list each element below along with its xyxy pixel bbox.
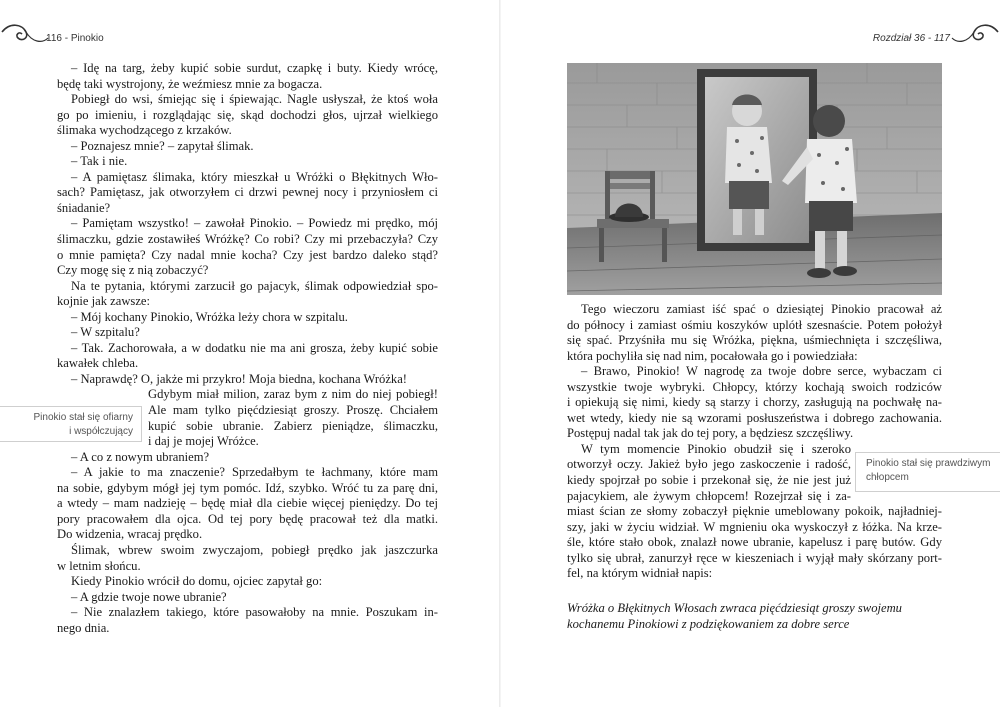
paragraph: [57, 310, 438, 326]
text-line: Postępuj nadal tak jak do tej pory, a będziesz szczęśliwy.: [567, 426, 854, 441]
paragraph: [567, 504, 942, 582]
paragraph: [57, 465, 438, 543]
text-line: Gdybym miał milion, zaraz bym z nim do niej pobiegł!: [148, 387, 438, 402]
text-line: – A pamiętasz ślimaka, który mieszkał u Wróżki o Błękitnych Wło-: [71, 169, 438, 184]
text-line: ślimaczku, gdzie zostawiłeś Wróżkę? Co robi? Czy mi przebaczyła? Czy: [57, 232, 438, 247]
text-line: – Mój kochany Pinokio, Wróżka leży chora w szpitalu.: [71, 309, 348, 324]
text-line: – W szpitalu?: [71, 325, 140, 340]
paragraph: [57, 341, 438, 372]
text-line: w letnim słońcu.: [57, 558, 141, 573]
paragraph: [57, 216, 438, 278]
text-line: i opiekują się nimi, kiedy są starzy i chorzy, zasługują na pochwałę na-: [567, 395, 942, 410]
text-line: do północy i zamiast ośmiu koszyków uplótł szesnaście. Potem położył: [567, 317, 942, 332]
running-header-right: Rozdział 36 - 117: [872, 33, 950, 44]
paragraph: [57, 139, 438, 155]
paragraph: [57, 372, 438, 388]
ornament-left-icon: [0, 20, 50, 50]
paragraph: [57, 325, 438, 341]
text-line: Ślimak, wbrew swoim zwyczajom, pobiegł prędko jak jaszczurka: [71, 542, 438, 557]
running-header-left: 116 - Pinokio: [46, 33, 104, 44]
paragraph: [57, 92, 438, 139]
text-line: będę taki wystrojony, że weźmiesz mnie za bogacza.: [57, 76, 323, 91]
text-line: pajacykiem, ale żywym chłopcem! Rozejrzał się i za-: [567, 488, 851, 503]
text-line: na sobie, gdybym mógł jej tym pomóc. Idź, szybko. Wróć tu za parę dni,: [57, 480, 438, 495]
illustration-boy-mirror: [567, 63, 942, 295]
text-line: kiedy spojrzał po sobie i przekonał się, że nie jest już: [567, 473, 851, 488]
text-line: wet wtedy, kiedy nie są wzorami posłuszeństwa i dobrego zachowania.: [567, 410, 942, 425]
paragraph: [57, 450, 438, 466]
inscription-line: Wróżka o Błękitnych Włosach zwraca pięćdziesiąt groszy swojemu: [567, 601, 902, 615]
text-line: go po imieniu, i rozglądając się, skąd dochodzi głos, ujrzał wielkiego: [57, 107, 438, 122]
text-line: kupić sobie ubranie. Zabierz pieniądze, ślimaczku,: [148, 418, 438, 433]
text-line: – Brawo, Pinokio! W nagrodę za twoje dobre serce, wybaczam ci: [581, 364, 942, 379]
text-line: która pochyliła się nad nim, pocałowała go i powiedziała:: [567, 348, 858, 363]
right-page-body: [567, 302, 942, 582]
text-line: nego dnia.: [57, 620, 110, 635]
paragraph: [57, 605, 438, 636]
paragraph: [57, 170, 438, 217]
paragraph: [567, 302, 942, 364]
text-line: – Naprawdę? O, jakże mi przykro! Moja biedna, kochana Wróżka!: [71, 371, 408, 386]
text-line: i daj je mojej Wróżce.: [148, 434, 259, 449]
text-line: Ale mam tylko pięćdziesiąt groszy. Proszę. Chciałem: [148, 403, 438, 418]
text-line: Na te pytania, którymi zarzucił go pajacyk, ślimak odpowiedział spo-: [71, 278, 438, 293]
text-line: a wtedy – mam nadzieję – będę miał dla ciebie więcej pieniędzy. Do tej: [57, 496, 438, 511]
paragraph: [57, 590, 438, 606]
sidenote-line: i współczujący: [69, 426, 133, 437]
text-line: śniadanie?: [57, 200, 111, 215]
text-line: Kiedy Pinokio wrócił do domu, ojciec zapytał go:: [71, 574, 323, 589]
text-line: Tego wieczoru zamiast iść spać o dziesiątej Pinokio pracował aż: [581, 302, 942, 316]
text-line: sach? Pamiętasz, jak otworzyłem ci drzwi pewnej nocy i przyniosłem ci: [57, 185, 438, 200]
text-line: tylko się ubrał, zanurzył ręce w kieszeniach i wyjął mały skórzany port-: [567, 550, 942, 565]
inscription-line: kochanemu Pinokiowi z podziękowaniem za dobre serce: [567, 617, 850, 631]
text-line: – Tak i nie.: [71, 154, 128, 169]
text-line: Czy mogę się z nią zobaczyć?: [57, 263, 209, 278]
sidenote-line: chłopcem: [866, 472, 909, 483]
text-line: kojnie jak zawsze:: [57, 294, 151, 309]
gutter: [499, 0, 501, 707]
sidenote-line: Pinokio stał się prawdziwym: [866, 458, 991, 469]
text-line: – Tak. Zachorowała, a w dodatku nie ma ani grosza, żeby kupić sobie: [71, 340, 438, 355]
text-line: szy, jaki w życiu widział. W mgnieniu oka wyskoczył z łóżka. Na krze-: [567, 519, 942, 534]
ornament-right-icon: [950, 20, 1000, 50]
text-line: o mnie pamięta? Czy nadal mnie kocha? Czy jest bardzo daleko stąd?: [57, 247, 438, 262]
text-line: kawałek chleba.: [57, 356, 139, 371]
paragraph: [57, 154, 438, 170]
text-line: śle, które stało obok, znalazł nowe ubranie, kapelusz i parę butów. Gdy: [567, 535, 942, 550]
paragraph: [57, 543, 438, 574]
text-line: wszystkie twoje wybryki. Chłopcy, którzy kochają swoich rodziców: [567, 379, 942, 394]
text-line: – A gdzie twoje nowe ubranie?: [71, 589, 227, 604]
text-line: – Idę na targ, żeby kupić sobie surdut, czapkę i buty. Kiedy wrócę,: [71, 61, 438, 75]
text-line: – Poznajesz mnie? – zapytał ślimak.: [71, 138, 254, 153]
text-line: – A co z nowym ubraniem?: [71, 449, 210, 464]
paragraph: [57, 279, 438, 310]
paragraph: [567, 364, 942, 442]
left-page-body: [57, 61, 438, 636]
purse-inscription: [567, 600, 947, 632]
paragraph: [57, 61, 438, 92]
text-line: pory pracowałem dla ojca. Od tej pory będę pracował też dla matki.: [57, 511, 438, 526]
text-line: się spać. Przyśniła mu się Wróżka, piękna, uśmiechnięta i szczęśliwa,: [567, 333, 942, 348]
text-line: otworzył oczy. Jakież było jego zaskoczenie i radość,: [567, 457, 851, 472]
text-line: – Nie znalazłem takiego, które pasowałoby na mnie. Poszukam in-: [71, 605, 438, 620]
text-line: W tym momencie Pinokio obudził się i szeroko: [581, 441, 851, 456]
text-line: ślimaka wychodzącego z krzaków.: [57, 123, 232, 138]
text-line: – Pamiętam wszystko! – zawołał Pinokio. – Powiedz mi prędko, mój: [71, 216, 438, 231]
text-line: Do widzenia, wracaj prędko.: [57, 527, 203, 542]
paragraph: [57, 574, 438, 590]
sidenote-right: [855, 452, 1000, 492]
text-line: – A jakie to ma znaczenie? Sprzedałbym te łachmany, które mam: [71, 465, 438, 480]
text-line: fel, na którym widniał napis:: [567, 566, 713, 581]
sidenote-left: [0, 406, 142, 442]
text-line: Pobiegł do wsi, śmiejąc się i śpiewając. Nagle usłyszał, że ktoś woła: [71, 92, 438, 107]
sidenote-line: Pinokio stał się ofiarny: [33, 412, 133, 423]
text-line: miast ścian ze słomy zobaczył pięknie umeblowany pokoik, najładniej-: [567, 504, 942, 519]
